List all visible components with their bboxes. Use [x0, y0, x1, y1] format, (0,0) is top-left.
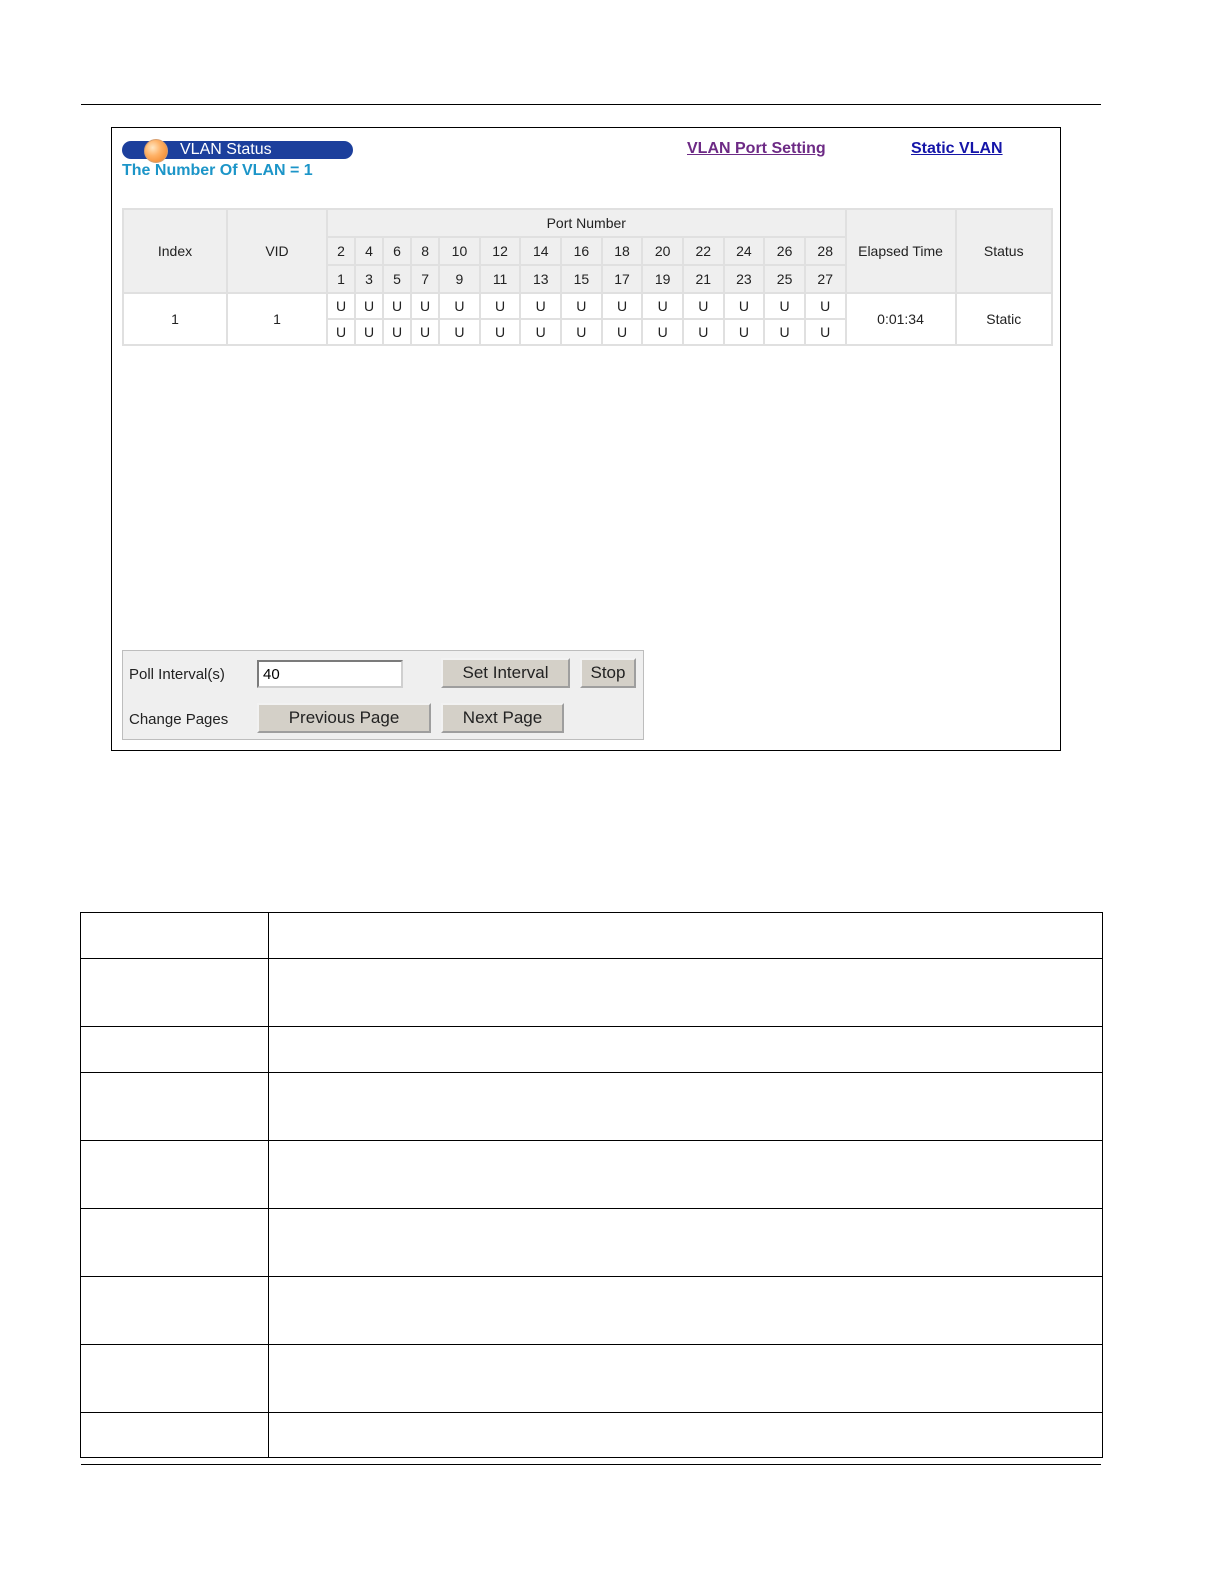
- port-number-cell: 3: [355, 265, 383, 293]
- port-state-cell: U: [520, 293, 561, 319]
- port-state-cell: U: [642, 293, 683, 319]
- description-cell: [269, 959, 1103, 1027]
- port-number-cell: 10: [439, 237, 480, 265]
- change-pages-label: Change Pages: [129, 711, 229, 728]
- bottom-rule: [81, 1464, 1101, 1465]
- description-row: [81, 1345, 1103, 1413]
- port-state-cell: U: [724, 319, 765, 345]
- port-state-cell: U: [602, 319, 643, 345]
- poll-interval-input[interactable]: [257, 660, 403, 688]
- port-number-cell: 19: [642, 265, 683, 293]
- port-state-cell: U: [411, 319, 439, 345]
- description-table: [80, 912, 1103, 1458]
- port-number-cell: 9: [439, 265, 480, 293]
- port-state-cell: U: [439, 319, 480, 345]
- description-row: [81, 1277, 1103, 1345]
- description-row: [81, 1073, 1103, 1141]
- index-cell: 1: [123, 293, 227, 345]
- port-number-cell: 18: [602, 237, 643, 265]
- port-number-cell: 21: [683, 265, 724, 293]
- description-cell: [269, 1413, 1103, 1458]
- port-number-cell: 23: [724, 265, 765, 293]
- label-cell: [81, 1209, 269, 1277]
- vid-header: VID: [227, 209, 327, 293]
- description-cell: [269, 1277, 1103, 1345]
- orb-icon: [144, 139, 168, 163]
- port-number-cell: 8: [411, 237, 439, 265]
- vlan-status-table: [122, 208, 1053, 346]
- port-number-header: Port Number: [327, 209, 846, 237]
- description-cell: [269, 1141, 1103, 1209]
- port-state-cell: U: [805, 319, 846, 345]
- vlan-count: The Number Of VLAN = 1: [122, 162, 313, 179]
- port-number-cell: 6: [383, 237, 411, 265]
- poll-controls: [122, 650, 644, 740]
- port-state-cell: U: [602, 293, 643, 319]
- port-state-cell: U: [383, 293, 411, 319]
- port-number-cell: 7: [411, 265, 439, 293]
- port-state-cell: U: [683, 319, 724, 345]
- page-title: VLAN Status: [180, 141, 272, 158]
- label-cell: [81, 1073, 269, 1141]
- port-state-cell: U: [561, 319, 602, 345]
- port-state-cell: U: [355, 293, 383, 319]
- port-number-cell: 20: [642, 237, 683, 265]
- description-cell: [269, 1345, 1103, 1413]
- description-row: [81, 913, 1103, 959]
- description-row: [81, 959, 1103, 1027]
- vlan-status-screen: [111, 127, 1061, 751]
- vid-cell: 1: [227, 293, 327, 345]
- port-number-cell: 28: [805, 237, 846, 265]
- description-cell: [269, 1027, 1103, 1073]
- top-rule: [81, 104, 1101, 105]
- port-number-cell: 14: [520, 237, 561, 265]
- port-state-cell: U: [383, 319, 411, 345]
- stop-button[interactable]: Stop: [580, 658, 636, 688]
- description-row: [81, 1209, 1103, 1277]
- description-row: [81, 1027, 1103, 1073]
- label-cell: [81, 1345, 269, 1413]
- status-header: Status: [956, 209, 1052, 293]
- label-cell: [81, 1277, 269, 1345]
- poll-interval-label: Poll Interval(s): [129, 666, 225, 683]
- port-state-cell: U: [683, 293, 724, 319]
- table-row: [123, 293, 1052, 319]
- port-state-cell: U: [764, 319, 805, 345]
- port-number-cell: 26: [764, 237, 805, 265]
- port-number-cell: 25: [764, 265, 805, 293]
- port-state-cell: U: [327, 293, 355, 319]
- label-cell: [81, 913, 269, 959]
- port-state-cell: U: [480, 293, 521, 319]
- port-state-cell: U: [642, 319, 683, 345]
- label-cell: [81, 1027, 269, 1073]
- port-number-cell: 2: [327, 237, 355, 265]
- label-cell: [81, 1413, 269, 1458]
- vlan-port-setting-link[interactable]: VLAN Port Setting: [687, 140, 826, 157]
- port-number-cell: 11: [480, 265, 521, 293]
- port-state-cell: U: [805, 293, 846, 319]
- title-bar: [122, 141, 353, 159]
- port-number-cell: 15: [561, 265, 602, 293]
- port-number-cell: 1: [327, 265, 355, 293]
- port-number-cell: 5: [383, 265, 411, 293]
- port-state-cell: U: [764, 293, 805, 319]
- port-state-cell: U: [561, 293, 602, 319]
- port-state-cell: U: [480, 319, 521, 345]
- port-state-cell: U: [411, 293, 439, 319]
- port-number-cell: 17: [602, 265, 643, 293]
- static-vlan-link[interactable]: Static VLAN: [911, 140, 1003, 157]
- port-state-cell: U: [520, 319, 561, 345]
- elapsed-time-header: Elapsed Time: [846, 209, 956, 293]
- previous-page-button[interactable]: Previous Page: [257, 703, 431, 733]
- label-cell: [81, 1141, 269, 1209]
- port-state-cell: U: [355, 319, 383, 345]
- elapsed-time-cell: 0:01:34: [846, 293, 956, 345]
- port-number-cell: 13: [520, 265, 561, 293]
- port-state-cell: U: [439, 293, 480, 319]
- port-number-cell: 12: [480, 237, 521, 265]
- description-row: [81, 1413, 1103, 1458]
- description-cell: [269, 1073, 1103, 1141]
- next-page-button[interactable]: Next Page: [441, 703, 564, 733]
- description-cell: [269, 1209, 1103, 1277]
- set-interval-button[interactable]: Set Interval: [441, 658, 570, 688]
- port-state-cell: U: [724, 293, 765, 319]
- port-number-cell: 27: [805, 265, 846, 293]
- port-number-cell: 4: [355, 237, 383, 265]
- port-number-cell: 22: [683, 237, 724, 265]
- port-state-cell: U: [327, 319, 355, 345]
- index-header: Index: [123, 209, 227, 293]
- port-number-cell: 24: [724, 237, 765, 265]
- description-cell: [269, 913, 1103, 959]
- status-cell: Static: [956, 293, 1052, 345]
- description-row: [81, 1141, 1103, 1209]
- port-number-cell: 16: [561, 237, 602, 265]
- label-cell: [81, 959, 269, 1027]
